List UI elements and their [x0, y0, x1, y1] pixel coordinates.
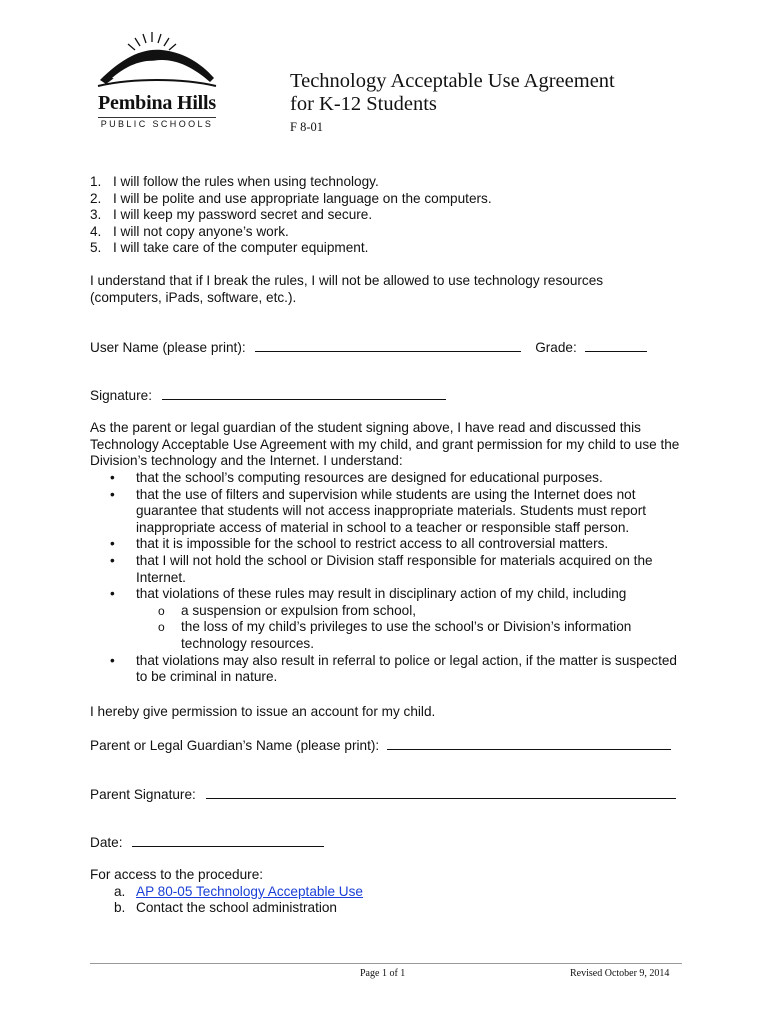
- list-item: • that it is impossible for the school to restrict access to all controversial matters.: [90, 536, 690, 553]
- revised-date: Revised October 9, 2014: [570, 968, 670, 979]
- title-line-1: Technology Acceptable Use Agreement: [290, 70, 615, 92]
- understand-bullets: [90, 470, 690, 686]
- signature-label: Signature:: [90, 388, 152, 403]
- title-line-2: for K-12 Students: [290, 93, 437, 115]
- guardian-name-label: Parent or Legal Guardian’s Name (please print):: [90, 738, 380, 753]
- grade-label: Grade:: [535, 340, 577, 355]
- guardian-name-row: [90, 737, 671, 753]
- list-item: 4. I will not copy anyone’s work.: [90, 223, 289, 239]
- list-item: 5. I will take care of the computer equipment.: [90, 240, 369, 256]
- guardian-name-field[interactable]: [387, 737, 671, 750]
- grade-field[interactable]: [585, 339, 647, 352]
- list-item: [90, 586, 690, 652]
- access-item-a: a. AP 80-05 Technology Acceptable Use: [114, 883, 363, 899]
- document-title: [290, 70, 615, 116]
- permission-text: I hereby give permission to issue an account for my child.: [90, 704, 436, 719]
- form-number: F 8-01: [290, 120, 323, 134]
- logo-subtitle: PUBLIC SCHOOLS: [100, 119, 214, 129]
- list-item-text: that violations of these rules may result in disciplinary action of my child, including: [136, 586, 627, 602]
- parent-signature-row: [90, 786, 676, 802]
- list-item: • that violations may also result in referral to police or legal action, if the matter is suspected to be criminal in nature.: [90, 653, 690, 686]
- parent-intro-paragraph: As the parent or legal guardian of the student signing above, I have read and discussed this Technology Acceptable Use Agreement with my child, and grant permission for my child to use the Division’s technology and the Internet. I understand:: [90, 420, 680, 469]
- logo-divider: [98, 117, 216, 118]
- sub-bullets: [136, 603, 690, 653]
- date-label: Date:: [90, 835, 123, 850]
- sub-list-item: o a suspension or expulsion from school,: [90, 603, 690, 620]
- user-name-row: [90, 339, 647, 355]
- understand-paragraph: I understand that if I break the rules, I will not be allowed to use technology resources (computers, iPads, software, etc.).: [90, 273, 604, 305]
- school-logo: [92, 28, 222, 130]
- list-item: • that the school’s computing resources are designed for educational purposes.: [90, 470, 690, 487]
- parent-signature-label: Parent Signature:: [90, 787, 196, 802]
- page-number: Page 1 of 1: [360, 968, 406, 979]
- signature-field[interactable]: [162, 387, 446, 400]
- sunrise-hills-logo-icon: [92, 28, 222, 92]
- procedure-link[interactable]: AP 80-05 Technology Acceptable Use: [136, 883, 363, 899]
- user-name-label: User Name (please print):: [90, 340, 246, 355]
- procedure-access: [90, 867, 363, 917]
- list-item: 3. I will keep my password secret and secure.: [90, 207, 373, 223]
- rules-list: [90, 174, 492, 257]
- list-item: 2. I will be polite and use appropriate language on the computers.: [90, 190, 492, 206]
- user-name-field[interactable]: [255, 339, 521, 352]
- parent-signature-field[interactable]: [206, 786, 676, 799]
- list-item: • that I will not hold the school or Division staff responsible for materials acquired on the Internet.: [90, 553, 690, 586]
- logo-name: Pembina Hills: [98, 92, 216, 114]
- date-field[interactable]: [132, 834, 324, 847]
- list-item: 1. I will follow the rules when using technology.: [90, 174, 379, 189]
- signature-row: [90, 387, 446, 403]
- date-row: [90, 834, 324, 850]
- list-item: • that the use of filters and supervision while students are using the Internet does not guarantee that students will not access inappropriate materials. Students must report inappropriate access of material in school to a teacher or responsible staff person.: [90, 487, 690, 537]
- access-heading: For access to the procedure:: [90, 867, 264, 882]
- access-item-b: b. Contact the school administration: [114, 900, 337, 916]
- footer-divider: [90, 963, 682, 964]
- sub-list-item: o the loss of my child’s privileges to use the school’s or Division’s information technology resources.: [90, 619, 690, 652]
